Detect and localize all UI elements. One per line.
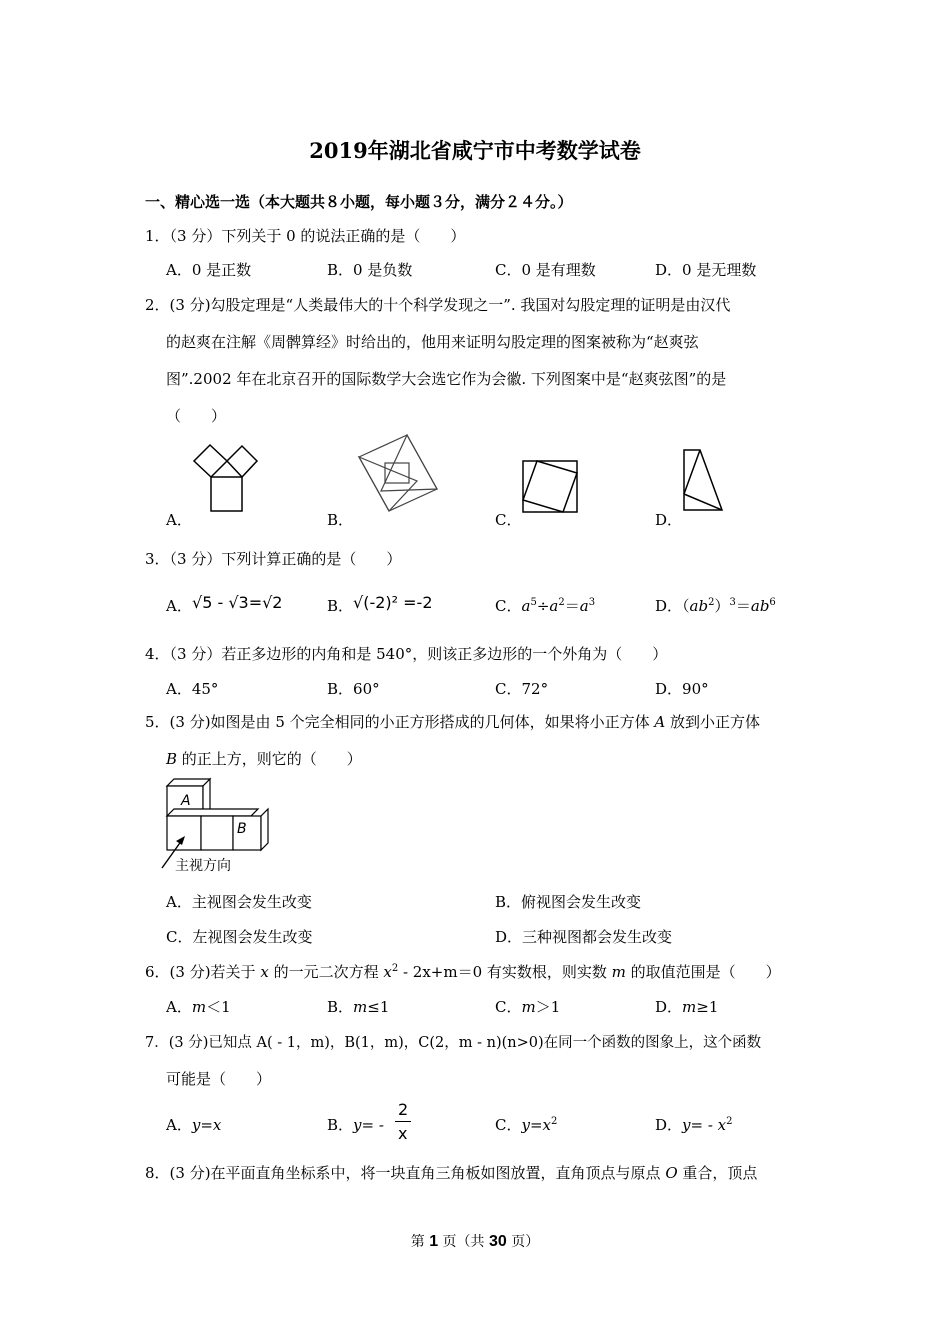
question-8-line-1: 8．(3 分)在平面直角坐标系中，将一块直角三角板如图放置，直角顶点与原点 O 重合，顶点: [145, 1164, 758, 1182]
fraction-bar: [395, 1121, 411, 1122]
question-2-line-4: （ ）: [166, 407, 227, 425]
question-3-option-c: C．$a^5\div a^2=a^3$: [495, 597, 596, 615]
question-5-option-c: C．左视图会发生改变: [166, 928, 313, 946]
figure-caption: 主视方向: [175, 858, 231, 874]
question-7-option-b-numerator: 2: [398, 1100, 409, 1119]
question-7-line-2: 可能是（ ）: [166, 1070, 272, 1088]
pythagoras-figure-a: [190, 440, 262, 515]
question-7-option-b-denominator: x: [398, 1124, 408, 1143]
question-6-option-c: C．m＞1: [495, 998, 561, 1016]
question-6-option-d: D．m≥1: [655, 998, 719, 1016]
question-1-stem: 1．（3 分）下列关于 0 的说法正确的是（ ）: [145, 227, 466, 245]
question-5-option-a: A．主视图会发生改变: [166, 893, 312, 911]
question-6-option-a: A．m＜1: [166, 998, 231, 1016]
trapezoid-figure-d: [680, 448, 726, 514]
question-3-stem: 3．（3 分）下列计算正确的是（ ）: [145, 550, 402, 568]
question-3-option-d: D．$(ab^2)^3=ab^6$: [655, 597, 776, 615]
pinwheel-figure-b: [355, 433, 441, 513]
question-7-option-b: B．y= -: [327, 1116, 384, 1134]
question-4-option-c: C．72°: [495, 680, 549, 698]
question-1-option-a: A．0 是正数: [166, 261, 252, 279]
question-5-line-1: 5．(3 分)如图是由 5 个完全相同的小正方形搭成的几何体，如果将小正方体 A 放到小正方体: [145, 713, 761, 731]
question-7-option-a: A．y=x: [166, 1116, 222, 1134]
section-heading: 一、精心选一选（本大题共８小题，每小题３分，满分２４分。）: [145, 193, 573, 211]
question-2-line-3: 图”.2002 年在北京召开的国际数学大会选它作为会徽. 下列图案中是“赵爽弦图”的是: [166, 370, 727, 388]
question-3-option-b: B．: [327, 597, 354, 615]
question-2-line-1: 2．(3 分)勾股定理是“人类最伟大的十个科学发现之一”. 我国对勾股定理的证明是由汉代: [145, 296, 731, 314]
question-2-line-2: 的赵爽在注解《周髀算经》时给出的，他用来证明勾股定理的图案被称为“赵爽弦: [166, 333, 699, 351]
question-3-option-a-expression: √5 - √3=√2: [192, 593, 283, 612]
question-4-option-d: D．90°: [655, 680, 709, 698]
question-7-option-c: C．$y=x^2$: [495, 1116, 558, 1134]
question-7-option-d: D．$y= - x^2$: [655, 1116, 733, 1134]
question-6-stem: 6．(3 分)若关于 x 的一元二次方程 $x^2 - 2x+m=0$ 有实数根，则实数 m 的取值范围是（ ）: [145, 963, 781, 981]
question-2-option-a: A．: [166, 511, 192, 529]
question-1-option-b: B．0 是负数: [327, 261, 413, 279]
question-4-stem: 4．（3 分）若正多边形的内角和是 540°，则该正多边形的一个外角为（ ）: [145, 645, 668, 663]
page-title: 2019年湖北省咸宁市中考数学试卷: [309, 138, 641, 163]
question-3-option-a: A．: [166, 597, 192, 615]
question-4-option-b: B．60°: [327, 680, 380, 698]
question-5-option-d: D．三种视图都会发生改变: [495, 928, 673, 946]
question-1-option-d: D．0 是无理数: [655, 261, 757, 279]
page-footer: 第 1 页（共 30 页）: [410, 1233, 540, 1250]
question-2-option-d: D．: [655, 511, 683, 529]
cube-label-a: A: [181, 793, 191, 809]
question-4-option-a: A．45°: [166, 680, 219, 698]
zhao-shuang-figure-c: [522, 460, 578, 514]
question-7-line-1: 7．(3 分)已知点 A( - 1，m)，B(1，m)，C(2，m - n)(n>0)在同一个函数的图象上，这个函数: [145, 1035, 762, 1051]
question-5-option-b: B．俯视图会发生改变: [495, 893, 642, 911]
question-2-option-c: C．: [495, 511, 522, 529]
question-6-option-b: B．m≤1: [327, 998, 390, 1016]
question-1-option-c: C．0 是有理数: [495, 261, 596, 279]
question-5-line-2: B 的正上方，则它的（ ）: [166, 750, 362, 768]
question-3-option-b-expression: √(-2)² =-2: [353, 593, 433, 612]
cube-label-b: B: [237, 821, 247, 837]
question-2-option-b: B．: [327, 511, 354, 529]
